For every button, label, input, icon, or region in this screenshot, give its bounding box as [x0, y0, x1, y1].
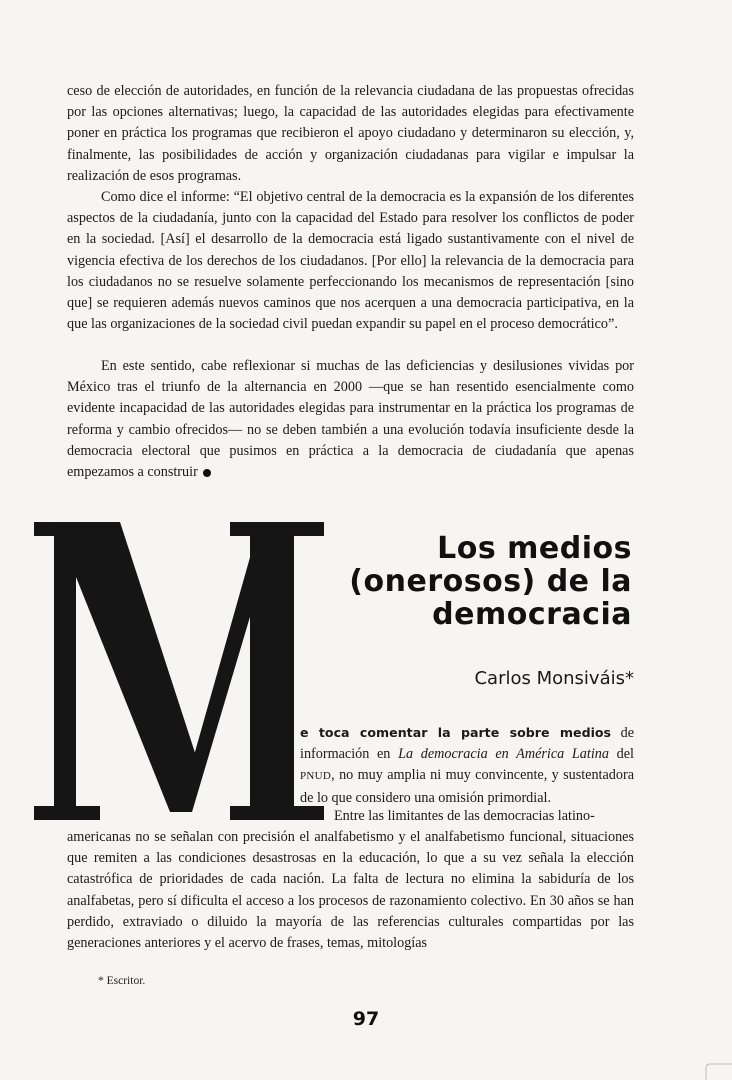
article-paragraph-2-start: Entre las limitantes de las democracias latino-	[334, 808, 595, 824]
lead-text-2: del	[608, 746, 634, 763]
lead-bold-text: e toca comentar la parte sobre medios	[300, 725, 612, 740]
book-title: La democracia en América Latina	[398, 746, 609, 763]
article-paragraph-2-body: americanas no se señalan con precisión el analfabetismo y el analfabetismo funcional, situaciones que remiten a las condiciones desastrosas en la educación, lo que a su vez señala la elección catastrófica de prioridades de cada nación. La falta de lectura no elimina la sabiduría de los analfabetas, pero sí dificulta el acceso a los procesos de razonamiento colectivo. En 30 años se han perdido, extraviado o diluido la mayoría de las referencias culturales compartidas por las generaciones anteriores y el acervo de frases, temas, mitologías	[67, 829, 634, 952]
article-title	[302, 532, 632, 631]
intro-paragraph-1: ceso de elección de autoridades, en función de la relevancia ciudadana de las propuestas ofrecidas por las opciones alternativas; luego, la capacidad de las autoridades elegidas para efectivamente poner en práctica los programas que recibieron el apoyo ciudadano y determinaron su elección, y, finalmente, las posibilidades de acción y organización ciudadanas para vigilar e impulsar la realización de esos programas.	[67, 83, 634, 184]
article-title-line-3: democracia	[432, 597, 632, 632]
intro-paragraph-3	[67, 356, 634, 483]
lead-text-3: , no muy amplia ni muy convincente, y sustentadora de lo que considero una omisión primordial.	[300, 767, 634, 806]
dropcap-letter-m	[34, 522, 324, 822]
page-number: 97	[352, 1008, 380, 1030]
lead-text-1: de información en	[300, 725, 634, 763]
article-lead-paragraph	[300, 722, 634, 809]
article-author: Carlos Monsiváis*	[474, 668, 634, 689]
author-footnote: * Escritor.	[98, 975, 146, 987]
intro-paragraph-2: Como dice el informe: “El objetivo central de la democracia es la expansión de los diferentes aspectos de la ciudadanía, junto con la capacidad del Estado para resolver los conflictos de poder en la sociedad. [Así] el desarrollo de la democracia está ligado sustantivamente con el nivel de vigencia efectiva de los derechos de los ciudadanos. [Por ello] la relevancia de la democracia para los ciudadanos no se resuelve solamente perfeccionando los mecanismos de representación [sino que] se requieren además nuevos caminos que nos acerquen a una democracia participativa, en la que las organizaciones de la sociedad civil puedan expandir su papel en el proceso democrático”.	[67, 189, 634, 333]
article-title-line-2: (onerosos) de la	[349, 564, 632, 599]
end-of-article-bullet	[203, 469, 211, 477]
page-corner-fold	[702, 1060, 732, 1080]
article-title-line-1: Los medios	[437, 531, 632, 566]
organization-acronym: PNUD	[300, 770, 332, 783]
intro-paragraph-3-text: En este sentido, cabe reflexionar si muchas de las deficiencias y desilusiones vividas por México tras el triunfo de la alternancia en 2000 —que se han resentido esencialmente como evidente incapacidad de las autoridades elegidas para instrumentar en la práctica los programas de reforma y cambio ofrecidos— no se deben también a una evolución todavía insuficiente desde la democracia electoral que pusimos en práctica a la democracia de ciudadanía que apenas empezamos a construir	[67, 358, 634, 481]
